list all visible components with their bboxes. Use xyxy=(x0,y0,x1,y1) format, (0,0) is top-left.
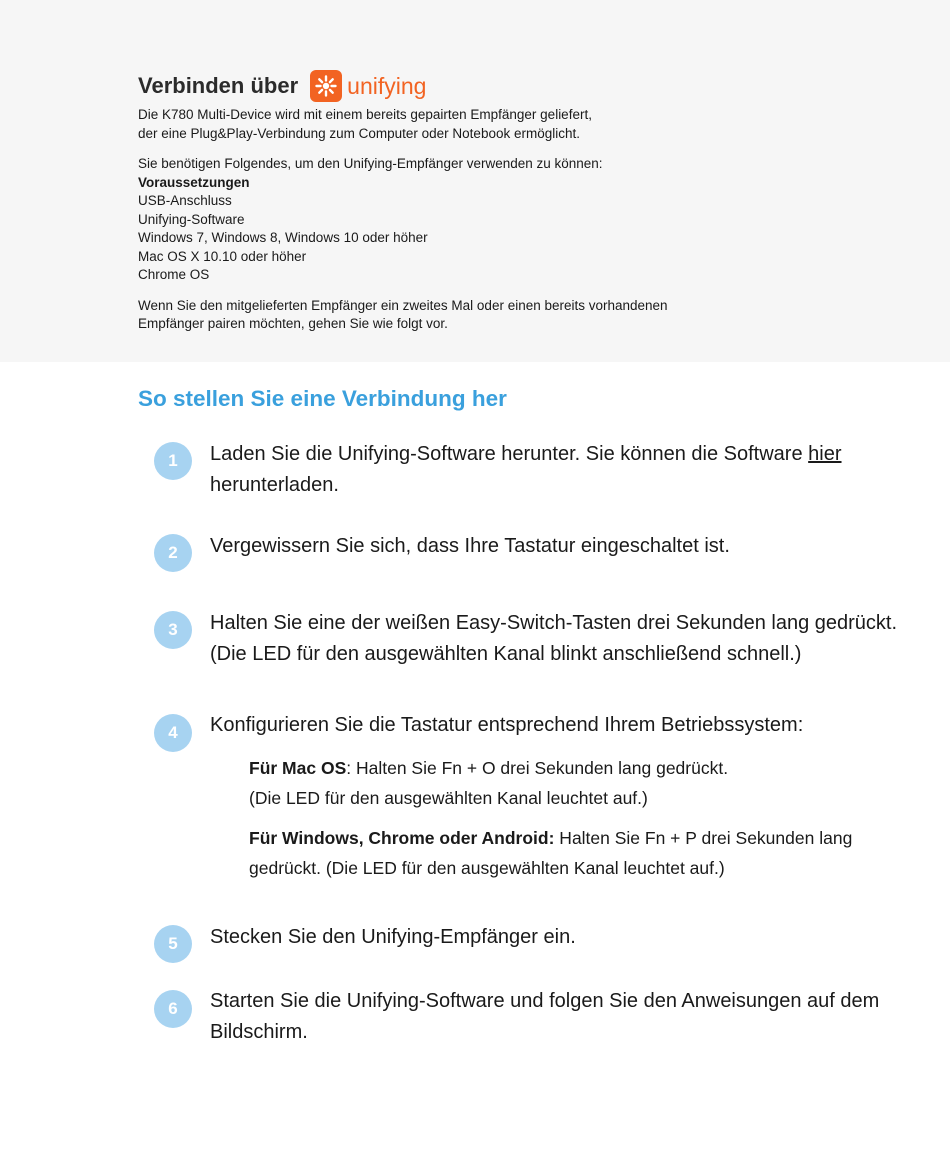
mac-os-instruction xyxy=(249,753,909,813)
step-text: Starten Sie die Unifying-Software und folgen Sie den Anweisungen auf dem Bildschirm. xyxy=(210,990,880,1043)
windows-text: Halten Sie Fn + P drei Sekunden lang gedrückt. (Die LED für den ausgewählten Kanal leuchtet auf.) xyxy=(249,828,853,878)
mac-os-label: Für Mac OS xyxy=(249,758,347,778)
step-number-badge: 1 xyxy=(154,442,192,480)
windows-instruction xyxy=(249,823,909,883)
requirement-item: Chrome OS xyxy=(138,267,210,282)
mac-os-text-2: (Die LED für den ausgewählten Kanal leuchtet auf.) xyxy=(249,788,648,808)
step-text xyxy=(210,439,915,501)
intro-section xyxy=(138,70,858,334)
intro-paragraph-1-line-2: der eine Plug&Play-Verbindung zum Computer oder Notebook ermöglicht. xyxy=(138,125,580,141)
requirements-title: Voraussetzungen xyxy=(138,174,250,190)
intro-paragraph-3 xyxy=(138,297,858,334)
download-link[interactable]: hier xyxy=(808,443,842,465)
requirement-item: USB-Anschluss xyxy=(138,193,232,208)
step-text: Stecken Sie den Unifying-Empfänger ein. xyxy=(210,926,576,948)
intro-paragraph-2-text: Sie benötigen Folgendes, um den Unifying-Empfänger verwenden zu können: xyxy=(138,156,603,171)
mac-os-text: : Halten Sie Fn + O drei Sekunden lang gedrückt. xyxy=(346,758,729,778)
requirement-item: Mac OS X 10.10 oder höher xyxy=(138,248,307,264)
page-title: Verbinden über xyxy=(138,73,299,98)
windows-label: Für Windows, Chrome oder Android: xyxy=(249,828,555,848)
intro-paragraph-3-line-2: Empfänger pairen möchten, gehen Sie wie folgt vor. xyxy=(138,316,448,331)
step-number-badge: 2 xyxy=(154,534,192,572)
requirement-item: Windows 7, Windows 8, Windows 10 oder höher xyxy=(138,230,428,245)
section-title: So stellen Sie eine Verbindung her xyxy=(138,386,507,411)
unifying-sun-icon xyxy=(310,70,342,102)
step-1-text-end: herunterladen. xyxy=(210,474,339,496)
step-text: Vergewissern Sie sich, dass Ihre Tastatur eingeschaltet ist. xyxy=(210,535,730,557)
step-number-badge: 5 xyxy=(154,925,192,963)
heading-row xyxy=(138,70,858,102)
step-text: Konfigurieren Sie die Tastatur entsprechend Ihrem Betriebssystem: xyxy=(210,714,804,736)
step-text: Halten Sie eine der weißen Easy-Switch-Tasten drei Sekunden lang gedrückt. (Die LED für den ausgewählten Kanal blinkt anschließend schnell.) xyxy=(210,612,898,665)
intro-paragraph-2 xyxy=(138,155,858,285)
intro-paragraph-3-line-1: Wenn Sie den mitgelieferten Empfänger ein zweites Mal oder einen bereits vorhandenen xyxy=(138,297,668,313)
unifying-logo xyxy=(310,70,426,102)
intro-paragraph-1 xyxy=(138,106,858,143)
requirement-item: Unifying-Software xyxy=(138,211,245,227)
step-number-badge: 6 xyxy=(154,990,192,1028)
unifying-logo-text: unifying xyxy=(347,72,427,99)
step-number-badge: 4 xyxy=(154,714,192,752)
intro-paragraph-1-line-1: Die K780 Multi-Device wird mit einem bereits gepairten Empfänger geliefert, xyxy=(138,107,592,122)
step-1-text-start: Laden Sie die Unifying-Software herunter. Sie können die Software xyxy=(210,443,809,465)
step-number-badge: 3 xyxy=(154,611,192,649)
